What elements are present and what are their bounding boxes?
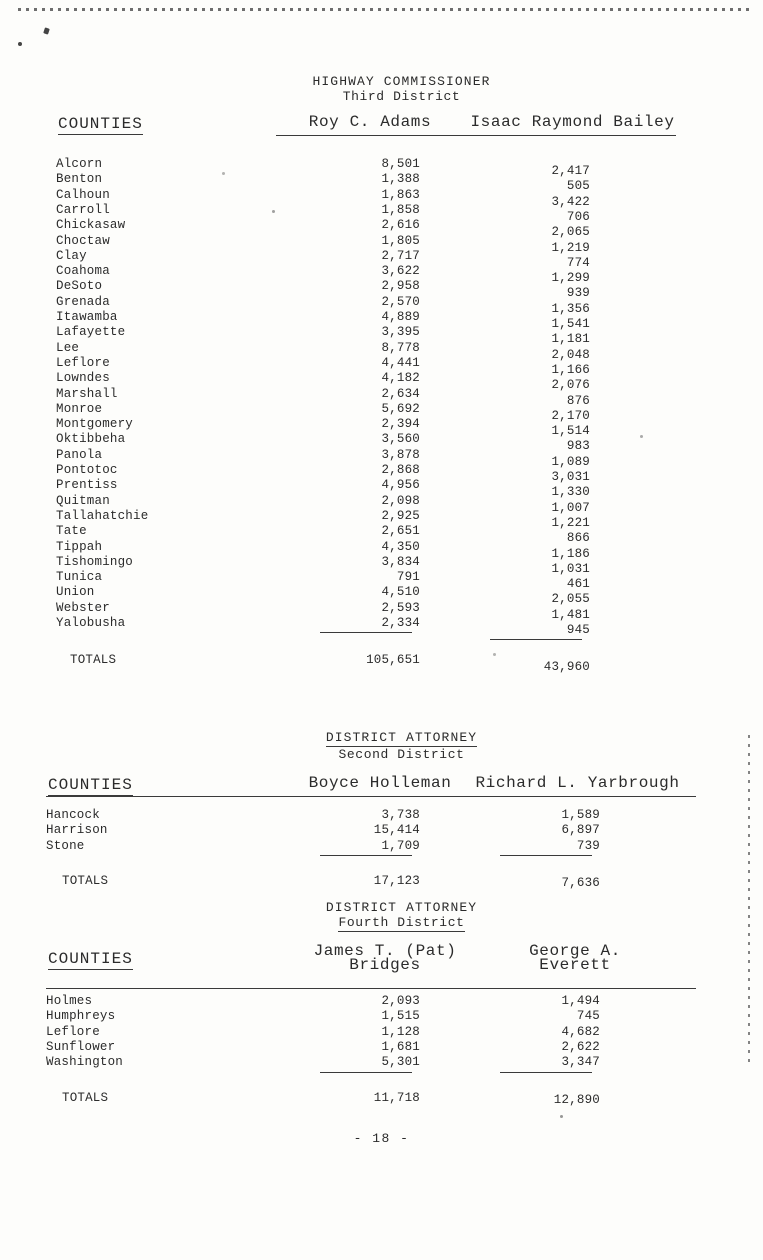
scan-speck: [43, 27, 50, 34]
vote-count-candidate-1: 1,128: [381, 1024, 420, 1039]
county-name: Lowndes: [56, 371, 110, 386]
county-name: Yalobusha: [56, 616, 126, 630]
section-title-main: DISTRICT ATTORNEY: [325, 900, 478, 915]
vote-count-candidate-2: 1,007: [551, 500, 590, 515]
table-row: [0, 1040, 763, 1055]
vote-count-candidate-1: 4,441: [381, 355, 420, 370]
table-row: [0, 202, 763, 224]
county-name: Tunica: [56, 570, 103, 585]
table-row: [0, 248, 763, 270]
total-candidate-1: 11,718: [373, 1090, 420, 1105]
totals-label: TOTALS: [70, 653, 117, 668]
table-row: [0, 264, 763, 286]
vote-count-candidate-2: 876: [566, 393, 590, 408]
vote-count-candidate-2: 939: [566, 286, 590, 301]
county-name: Stone: [46, 838, 85, 853]
vote-count-candidate-2: 1,356: [551, 301, 590, 316]
vote-count-candidate-1: 3,834: [381, 554, 420, 569]
table-row: [0, 508, 763, 530]
total-candidate-2: 7,636: [561, 875, 600, 890]
vote-count-candidate-1: 2,925: [381, 508, 420, 523]
county-name: Oktibbeha: [56, 432, 126, 447]
vote-count-candidate-2: 1,299: [551, 271, 590, 286]
section-title-main: DISTRICT ATTORNEY: [325, 730, 478, 745]
section-highway-commissioner: [0, 74, 763, 675]
vote-count-candidate-1: 2,593: [381, 600, 420, 615]
section-district-attorney-fourth: [0, 900, 763, 1142]
table-row: [0, 355, 763, 377]
table-row: [0, 432, 763, 454]
vote-count-candidate-2: 1,221: [551, 515, 590, 530]
county-name: Monroe: [56, 401, 103, 416]
vote-count-candidate-1: 2,651: [381, 524, 420, 539]
vote-count-candidate-2: 2,065: [551, 225, 590, 240]
table-row: [0, 417, 763, 439]
county-name: Union: [56, 585, 95, 600]
vote-count-candidate-1: 2,717: [381, 248, 420, 263]
totals-label: TOTALS: [62, 1090, 109, 1105]
vote-count-candidate-2: 4,682: [561, 1024, 600, 1039]
vote-count-candidate-1: 2,868: [381, 463, 420, 477]
vote-count-candidate-1: 3,395: [381, 325, 420, 340]
section-title-main: HIGHWAY COMMISSIONER: [312, 74, 491, 89]
table-row: [0, 478, 763, 500]
county-name: Chickasaw: [56, 218, 126, 233]
header-rule: [46, 796, 696, 797]
vote-count-candidate-1: 2,098: [381, 493, 420, 508]
vote-count-candidate-1: 15,414: [373, 823, 420, 838]
candidate-1-line-1: James T. (Pat): [313, 942, 457, 960]
table-row: [0, 233, 763, 255]
table-row: [0, 157, 763, 178]
table-row: [0, 839, 763, 854]
vote-count-candidate-1: 4,510: [381, 585, 420, 600]
column-header-counties: COUNTIES: [48, 776, 133, 794]
totals-label: TOTALS: [62, 873, 109, 888]
county-name: Calhoun: [56, 187, 110, 202]
table-row: [0, 447, 763, 469]
column-header-candidate-2: Richard L. Yarbrough: [475, 774, 680, 792]
table-row: [0, 585, 763, 607]
header-rule: [46, 988, 696, 989]
vote-count-candidate-2: 1,494: [561, 994, 600, 1008]
vote-count-candidate-2: 2,048: [551, 347, 590, 362]
vote-count-candidate-1: 3,878: [381, 447, 420, 462]
county-name: Montgomery: [56, 417, 134, 432]
vote-count-candidate-2: 1,166: [551, 362, 590, 377]
county-name: Itawamba: [56, 310, 118, 324]
vote-count-candidate-1: 2,334: [381, 616, 420, 630]
column-header-counties: COUNTIES: [48, 950, 133, 968]
scan-speck: [18, 42, 22, 46]
table-row: [0, 493, 763, 515]
vote-count-candidate-2: 505: [566, 179, 590, 194]
vote-count-candidate-2: 3,031: [551, 470, 590, 484]
vote-count-candidate-2: 1,181: [551, 332, 590, 347]
section-title: [40, 900, 763, 932]
vote-count-candidate-1: 1,863: [381, 187, 420, 202]
vote-count-candidate-2: 2,417: [551, 164, 590, 178]
county-name: Tate: [56, 524, 87, 539]
totals-rule-candidate-1: [320, 1072, 412, 1073]
table-row: [0, 600, 763, 622]
table-row: [0, 1025, 763, 1040]
county-name: Leflore: [46, 1024, 100, 1039]
vote-count-candidate-1: 1,858: [381, 202, 420, 217]
vote-count-candidate-1: 791: [396, 570, 420, 585]
totals-rule-candidate-2: [500, 855, 592, 856]
column-header-candidate-1: [290, 944, 480, 972]
county-name: Grenada: [56, 294, 110, 309]
column-header-counties: COUNTIES: [58, 115, 143, 133]
table-row: [0, 294, 763, 316]
vote-count-candidate-2: 1,330: [551, 485, 590, 500]
vote-count-candidate-1: 3,622: [381, 264, 420, 279]
county-name: Coahoma: [56, 264, 110, 279]
table-row: [0, 539, 763, 561]
column-header-candidate-2: [480, 944, 670, 972]
vote-count-candidate-2: 1,481: [551, 607, 590, 622]
county-name: Tippah: [56, 539, 103, 554]
column-header-candidate-1: Boyce Holleman: [308, 774, 452, 792]
vote-count-candidate-2: 2,170: [551, 408, 590, 423]
vote-count-candidate-1: 5,692: [381, 401, 420, 416]
vote-count-candidate-1: 4,182: [381, 371, 420, 386]
page-number: - 18 -: [353, 1131, 410, 1146]
vote-count-candidate-1: 2,616: [381, 218, 420, 233]
county-name: Tishomingo: [56, 554, 134, 569]
vote-count-candidate-1: 1,681: [381, 1039, 420, 1054]
county-name: Harrison: [46, 823, 108, 838]
vote-count-candidate-1: 3,738: [381, 808, 420, 822]
section-title: [40, 74, 763, 104]
vote-count-candidate-1: 2,093: [381, 994, 420, 1008]
table-row: [0, 279, 763, 301]
vote-count-candidate-1: 1,388: [381, 172, 420, 187]
county-name: Lafayette: [56, 325, 126, 340]
section-title: [40, 730, 763, 762]
vote-count-candidate-2: 1,514: [551, 424, 590, 439]
candidate-2-line-2: Everett: [539, 956, 611, 974]
vote-count-candidate-2: 1,589: [561, 808, 600, 822]
county-name: Holmes: [46, 994, 93, 1008]
county-name: Panola: [56, 447, 103, 462]
scan-edge-top: [18, 8, 749, 11]
table-row: [0, 172, 763, 194]
table-row: [0, 371, 763, 393]
vote-count-candidate-2: 6,897: [561, 823, 600, 838]
totals-rule-candidate-1: [320, 855, 412, 856]
vote-count-candidate-1: 1,515: [381, 1009, 420, 1024]
vote-count-candidate-1: 4,350: [381, 539, 420, 554]
county-name: Carroll: [56, 202, 110, 217]
vote-count-candidate-2: 3,347: [561, 1055, 600, 1070]
totals-rule-candidate-2: [500, 1072, 592, 1073]
vote-count-candidate-1: 3,560: [381, 432, 420, 447]
table-row: [0, 554, 763, 576]
county-name: Humphreys: [46, 1009, 116, 1024]
vote-count-candidate-2: 1,089: [551, 454, 590, 469]
vote-count-candidate-1: 2,570: [381, 294, 420, 309]
table-row: [0, 218, 763, 240]
vote-count-candidate-2: 3,422: [551, 194, 590, 209]
vote-count-candidate-2: 706: [566, 209, 590, 224]
county-name: DeSoto: [56, 279, 103, 294]
vote-count-candidate-1: 2,958: [381, 279, 420, 294]
vote-count-candidate-1: 2,634: [381, 386, 420, 401]
table-row: [0, 524, 763, 546]
section-title-sub: Fourth District: [338, 915, 465, 930]
table-row: [0, 808, 763, 823]
totals-row: [0, 874, 763, 890]
vote-count-candidate-2: 461: [566, 577, 590, 592]
vote-count-candidate-1: 8,501: [381, 157, 420, 171]
totals-row: [0, 1091, 763, 1107]
totals-rule-candidate-2: [490, 639, 582, 640]
vote-count-candidate-1: 8,778: [381, 340, 420, 355]
table-row: [0, 463, 763, 484]
vote-count-candidate-2: 2,076: [551, 378, 590, 393]
table-row: [0, 310, 763, 331]
table-row: [0, 187, 763, 209]
vote-count-candidate-1: 2,394: [381, 417, 420, 432]
total-candidate-1: 105,651: [366, 653, 420, 668]
vote-count-candidate-2: 2,622: [561, 1039, 600, 1054]
total-candidate-2: 43,960: [543, 660, 590, 675]
total-candidate-2: 12,890: [553, 1092, 600, 1107]
table-row: [0, 570, 763, 592]
vote-count-candidate-2: 745: [576, 1009, 600, 1024]
table-row: [0, 823, 763, 838]
table-row: [0, 325, 763, 347]
county-name: Washington: [46, 1055, 124, 1070]
section-title-sub: Second District: [338, 747, 465, 762]
vote-count-candidate-1: 4,956: [381, 478, 420, 493]
column-header-candidate-2: Isaac Raymond Bailey: [470, 113, 675, 131]
vote-count-candidate-2: 1,219: [551, 240, 590, 255]
vote-count-candidate-2: 1,031: [551, 561, 590, 576]
vote-count-candidate-1: 5,301: [381, 1055, 420, 1070]
county-name: Benton: [56, 172, 103, 187]
county-name: Tallahatchie: [56, 508, 149, 523]
vote-count-candidate-2: 866: [566, 531, 590, 546]
county-name: Clay: [56, 248, 87, 263]
candidate-2-line-1: George A.: [529, 942, 621, 960]
total-candidate-1: 17,123: [373, 873, 420, 888]
candidate-1-line-2: Bridges: [349, 956, 421, 974]
header-rule: [276, 135, 676, 136]
table-row: [0, 340, 763, 362]
county-name: Alcorn: [56, 157, 103, 171]
county-name: Hancock: [46, 808, 100, 822]
county-name: Marshall: [56, 386, 118, 401]
vote-count-candidate-1: 1,805: [381, 233, 420, 248]
vote-count-candidate-2: 1,541: [551, 317, 590, 331]
county-name: Sunflower: [46, 1039, 116, 1054]
table-row: [0, 994, 763, 1009]
vote-count-candidate-1: 1,709: [381, 838, 420, 853]
county-name: Pontotoc: [56, 463, 118, 477]
section-district-attorney-second: [0, 730, 763, 924]
county-name: Quitman: [56, 493, 110, 508]
county-name: Prentiss: [56, 478, 118, 493]
totals-rule-candidate-1: [320, 632, 412, 633]
column-header-candidate-1: Roy C. Adams: [308, 113, 432, 131]
county-name: Lee: [56, 340, 80, 355]
county-name: Leflore: [56, 355, 110, 370]
table-row: [0, 401, 763, 423]
county-name: Webster: [56, 600, 110, 615]
vote-count-candidate-2: 774: [566, 255, 590, 270]
totals-row: [0, 653, 763, 675]
table-row: [0, 1055, 763, 1070]
vote-count-candidate-2: 983: [566, 439, 590, 454]
section-title-sub: Third District: [342, 89, 461, 104]
table-row: [0, 386, 763, 408]
table-row: [0, 616, 763, 637]
table-row: [0, 1009, 763, 1024]
vote-count-candidate-2: 1,186: [551, 546, 590, 561]
vote-count-candidate-2: 2,055: [551, 592, 590, 607]
vote-count-candidate-1: 4,889: [381, 310, 420, 324]
vote-count-candidate-2: 739: [576, 838, 600, 853]
county-name: Choctaw: [56, 233, 110, 248]
vote-count-candidate-2: 945: [566, 623, 590, 637]
